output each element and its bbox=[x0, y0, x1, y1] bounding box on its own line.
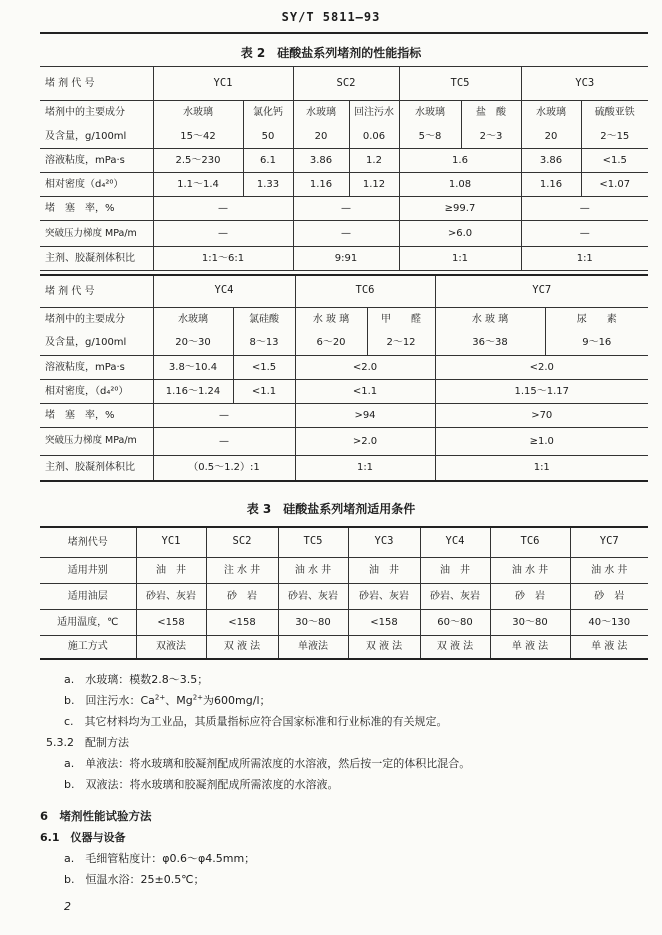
cell: 双液法 bbox=[136, 635, 206, 659]
code-sc2: SC2 bbox=[293, 67, 399, 101]
header-rule bbox=[40, 32, 648, 34]
table-row bbox=[40, 557, 648, 583]
cell: 1.2 bbox=[349, 149, 399, 173]
table-row bbox=[40, 455, 648, 481]
row-label-pressure-gradient: 突破压力梯度 MPa/m bbox=[40, 221, 153, 247]
cell: 30～80 bbox=[490, 609, 570, 635]
table-row bbox=[40, 355, 648, 379]
table-row bbox=[40, 221, 648, 247]
cell: 40～130 bbox=[570, 609, 648, 635]
code-tc6: TC6 bbox=[490, 527, 570, 557]
cell: 双 液 法 bbox=[348, 635, 420, 659]
cell: <2.0 bbox=[295, 355, 435, 379]
cell: 油 水 井 bbox=[570, 557, 648, 583]
cell: 1.16 bbox=[521, 173, 581, 197]
cell: ≥1.0 bbox=[435, 427, 648, 455]
cell: — bbox=[521, 221, 648, 247]
cell: （0.5～1.2）:1 bbox=[153, 455, 295, 481]
code-tc5: TC5 bbox=[399, 67, 521, 101]
cell: 1.15～1.17 bbox=[435, 379, 648, 403]
cell: <158 bbox=[348, 609, 420, 635]
table-row bbox=[40, 527, 648, 557]
cell: >70 bbox=[435, 403, 648, 427]
row-label-viscosity: 溶液粘度，mPa·s bbox=[40, 149, 153, 173]
cell: 水 玻 璃 bbox=[435, 307, 545, 331]
row-label-components: 堵剂中的主要成分 bbox=[40, 307, 153, 331]
cell: 氯硅酸 bbox=[233, 307, 295, 331]
cell: 20 bbox=[293, 125, 349, 149]
row-label-code: 堵 剂 代 号 bbox=[40, 275, 153, 307]
note-b bbox=[64, 692, 271, 708]
cell: 注 水 井 bbox=[206, 557, 278, 583]
row-label-code: 堵 剂 代 号 bbox=[40, 67, 153, 101]
cell: <1.1 bbox=[295, 379, 435, 403]
cell: 1.12 bbox=[349, 173, 399, 197]
code-yc3: YC3 bbox=[348, 527, 420, 557]
cell: 20～30 bbox=[153, 331, 233, 355]
cell: 2.5～230 bbox=[153, 149, 243, 173]
table-row bbox=[40, 427, 648, 455]
cell: 甲 醛 bbox=[367, 307, 435, 331]
code-yc1: YC1 bbox=[136, 527, 206, 557]
cell: >94 bbox=[295, 403, 435, 427]
row-label-content: 及含量，g/100ml bbox=[40, 125, 153, 149]
cell: 1.16～1.24 bbox=[153, 379, 233, 403]
cell: 单 液 法 bbox=[570, 635, 648, 659]
cell: — bbox=[293, 221, 399, 247]
row-label-temperature: 适用温度，℃ bbox=[40, 609, 136, 635]
code-yc7: YC7 bbox=[570, 527, 648, 557]
note-b-sup1: 2+ bbox=[154, 693, 166, 702]
page-number: 2 bbox=[64, 900, 71, 913]
table-row bbox=[40, 307, 648, 331]
code-sc2: SC2 bbox=[206, 527, 278, 557]
section-532-a: a. 单液法：将水玻璃和胶凝剂配成所需浓度的水溶液，然后按一定的体积比混合。 bbox=[64, 757, 471, 770]
table2-caption: 表 2 硅酸盐系列堵剂的性能指标 bbox=[240, 46, 422, 60]
cell: 砂 岩 bbox=[570, 583, 648, 609]
cell: 1:1 bbox=[399, 247, 521, 271]
cell: — bbox=[153, 427, 295, 455]
cell: — bbox=[153, 197, 293, 221]
table-row bbox=[40, 149, 648, 173]
row-label-pressure-gradient: 突破压力梯度 MPa/m bbox=[40, 427, 153, 455]
cell: 硫酸亚铁 bbox=[581, 101, 648, 125]
cell: 水玻璃 bbox=[293, 101, 349, 125]
code-tc6: TC6 bbox=[295, 275, 435, 307]
cell: 8～13 bbox=[233, 331, 295, 355]
cell: 9～16 bbox=[545, 331, 648, 355]
cell: 2～3 bbox=[461, 125, 521, 149]
cell: 60～80 bbox=[420, 609, 490, 635]
cell: 水玻璃 bbox=[153, 307, 233, 331]
cell: 油 井 bbox=[348, 557, 420, 583]
cell: — bbox=[153, 403, 295, 427]
cell: 1.6 bbox=[399, 149, 521, 173]
note-a: a. 水玻璃：模数2.8～3.5； bbox=[64, 673, 209, 686]
cell: 0.06 bbox=[349, 125, 399, 149]
cell: ≥99.7 bbox=[399, 197, 521, 221]
cell: 1.16 bbox=[293, 173, 349, 197]
cell: 回注污水 bbox=[349, 101, 399, 125]
cell: 尿 素 bbox=[545, 307, 648, 331]
cell: 1:1～6:1 bbox=[153, 247, 293, 271]
cell: 1.1～1.4 bbox=[153, 173, 243, 197]
row-label-volume-ratio: 主剂、胶凝剂体积比 bbox=[40, 247, 153, 271]
section-532-heading: 5.3.2 配制方法 bbox=[46, 736, 129, 749]
cell: 3.86 bbox=[521, 149, 581, 173]
cell: 1.33 bbox=[243, 173, 293, 197]
code-yc1: YC1 bbox=[153, 67, 293, 101]
cell: 油 井 bbox=[136, 557, 206, 583]
table-row bbox=[40, 101, 648, 125]
cell: 单液法 bbox=[278, 635, 348, 659]
cell: 1.08 bbox=[399, 173, 521, 197]
row-label-block-rate: 堵 塞 率，% bbox=[40, 403, 153, 427]
cell: — bbox=[521, 197, 648, 221]
cell: 双 液 法 bbox=[420, 635, 490, 659]
cell: <158 bbox=[136, 609, 206, 635]
cell: 氯化钙 bbox=[243, 101, 293, 125]
cell: 砂岩、灰岩 bbox=[420, 583, 490, 609]
row-label-volume-ratio: 主剂、胶凝剂体积比 bbox=[40, 455, 153, 481]
cell: >2.0 bbox=[295, 427, 435, 455]
row-label-method: 施工方式 bbox=[40, 635, 136, 659]
table-row bbox=[40, 67, 648, 101]
cell: 30～80 bbox=[278, 609, 348, 635]
cell: 砂岩、灰岩 bbox=[136, 583, 206, 609]
cell: 水玻璃 bbox=[153, 101, 243, 125]
cell: <2.0 bbox=[435, 355, 648, 379]
table2-upper bbox=[40, 66, 648, 271]
cell: — bbox=[293, 197, 399, 221]
cell: <1.1 bbox=[233, 379, 295, 403]
cell: 1:1 bbox=[435, 455, 648, 481]
table-row bbox=[40, 331, 648, 355]
cell: 油 井 bbox=[420, 557, 490, 583]
table-row bbox=[40, 275, 648, 307]
note-b-mid: 、Mg bbox=[165, 694, 193, 707]
row-label-well: 适用井别 bbox=[40, 557, 136, 583]
cell: 5～8 bbox=[399, 125, 461, 149]
table-row bbox=[40, 173, 648, 197]
row-label-components: 堵剂中的主要成分 bbox=[40, 101, 153, 125]
cell: 水 玻 璃 bbox=[295, 307, 367, 331]
cell: — bbox=[153, 221, 293, 247]
cell: <1.5 bbox=[581, 149, 648, 173]
cell: <158 bbox=[206, 609, 278, 635]
row-label-density: 相对密度，（d₄²⁰） bbox=[40, 379, 153, 403]
cell: 砂岩、灰岩 bbox=[348, 583, 420, 609]
table-row bbox=[40, 635, 648, 659]
cell: 50 bbox=[243, 125, 293, 149]
section-61-b: b. 恒温水浴：25±0.5℃； bbox=[64, 873, 205, 886]
table-row bbox=[40, 125, 648, 149]
code-yc4: YC4 bbox=[420, 527, 490, 557]
table-row bbox=[40, 247, 648, 271]
cell: 双 液 法 bbox=[206, 635, 278, 659]
section-6-heading: 6 堵剂性能试验方法 bbox=[40, 809, 152, 823]
document-header: SY/T 5811—93 bbox=[281, 10, 381, 24]
cell: >6.0 bbox=[399, 221, 521, 247]
table-row bbox=[40, 609, 648, 635]
code-yc4: YC4 bbox=[153, 275, 295, 307]
cell: 9:91 bbox=[293, 247, 399, 271]
row-label-density: 相对密度（d₄²⁰） bbox=[40, 173, 153, 197]
table-row bbox=[40, 379, 648, 403]
row-label-block-rate: 堵 塞 率，% bbox=[40, 197, 153, 221]
note-b-sup2: 2+ bbox=[192, 693, 204, 702]
table3-caption: 表 3 硅酸盐系列堵剂适用条件 bbox=[246, 502, 416, 516]
cell: 1:1 bbox=[521, 247, 648, 271]
cell: 6～20 bbox=[295, 331, 367, 355]
cell: 盐 酸 bbox=[461, 101, 521, 125]
cell: 2～15 bbox=[581, 125, 648, 149]
cell: <1.07 bbox=[581, 173, 648, 197]
code-yc3: YC3 bbox=[521, 67, 648, 101]
cell: 3.8～10.4 bbox=[153, 355, 233, 379]
row-label-layer: 适用油层 bbox=[40, 583, 136, 609]
section-61-heading: 6.1 仪器与设备 bbox=[40, 831, 126, 844]
section-532-b: b. 双液法：将水玻璃和胶凝剂配成所需浓度的水溶液。 bbox=[64, 778, 339, 791]
row-label-content: 及含量，g/100ml bbox=[40, 331, 153, 355]
cell: 单 液 法 bbox=[490, 635, 570, 659]
table-row bbox=[40, 583, 648, 609]
cell: <1.5 bbox=[233, 355, 295, 379]
note-b-suffix: 为600mg/l； bbox=[203, 694, 271, 707]
table3 bbox=[40, 526, 648, 660]
cell: 36～38 bbox=[435, 331, 545, 355]
table2-lower bbox=[40, 274, 648, 482]
cell: 水玻璃 bbox=[521, 101, 581, 125]
cell: 3.86 bbox=[293, 149, 349, 173]
cell: 15～42 bbox=[153, 125, 243, 149]
cell: 砂岩、灰岩 bbox=[278, 583, 348, 609]
cell: 1:1 bbox=[295, 455, 435, 481]
code-yc7: YC7 bbox=[435, 275, 648, 307]
cell: 6.1 bbox=[243, 149, 293, 173]
table-row bbox=[40, 197, 648, 221]
cell: 水玻璃 bbox=[399, 101, 461, 125]
section-61-a: a. 毛细管粘度计：φ0.6～φ4.5mm； bbox=[64, 852, 256, 865]
cell: 油 水 井 bbox=[278, 557, 348, 583]
cell: 油 水 井 bbox=[490, 557, 570, 583]
cell: 砂 岩 bbox=[206, 583, 278, 609]
cell: 20 bbox=[521, 125, 581, 149]
code-tc5: TC5 bbox=[278, 527, 348, 557]
row-label-code: 堵剂代号 bbox=[40, 527, 136, 557]
table-row bbox=[40, 403, 648, 427]
cell: 砂 岩 bbox=[490, 583, 570, 609]
row-label-viscosity: 溶液粘度，mPa·s bbox=[40, 355, 153, 379]
note-b-prefix: b. 回注污水：Ca bbox=[64, 694, 155, 707]
cell: 2～12 bbox=[367, 331, 435, 355]
note-c: c. 其它材料均为工业品，其质量指标应符合国家标准和行业标准的有关规定。 bbox=[64, 715, 448, 728]
